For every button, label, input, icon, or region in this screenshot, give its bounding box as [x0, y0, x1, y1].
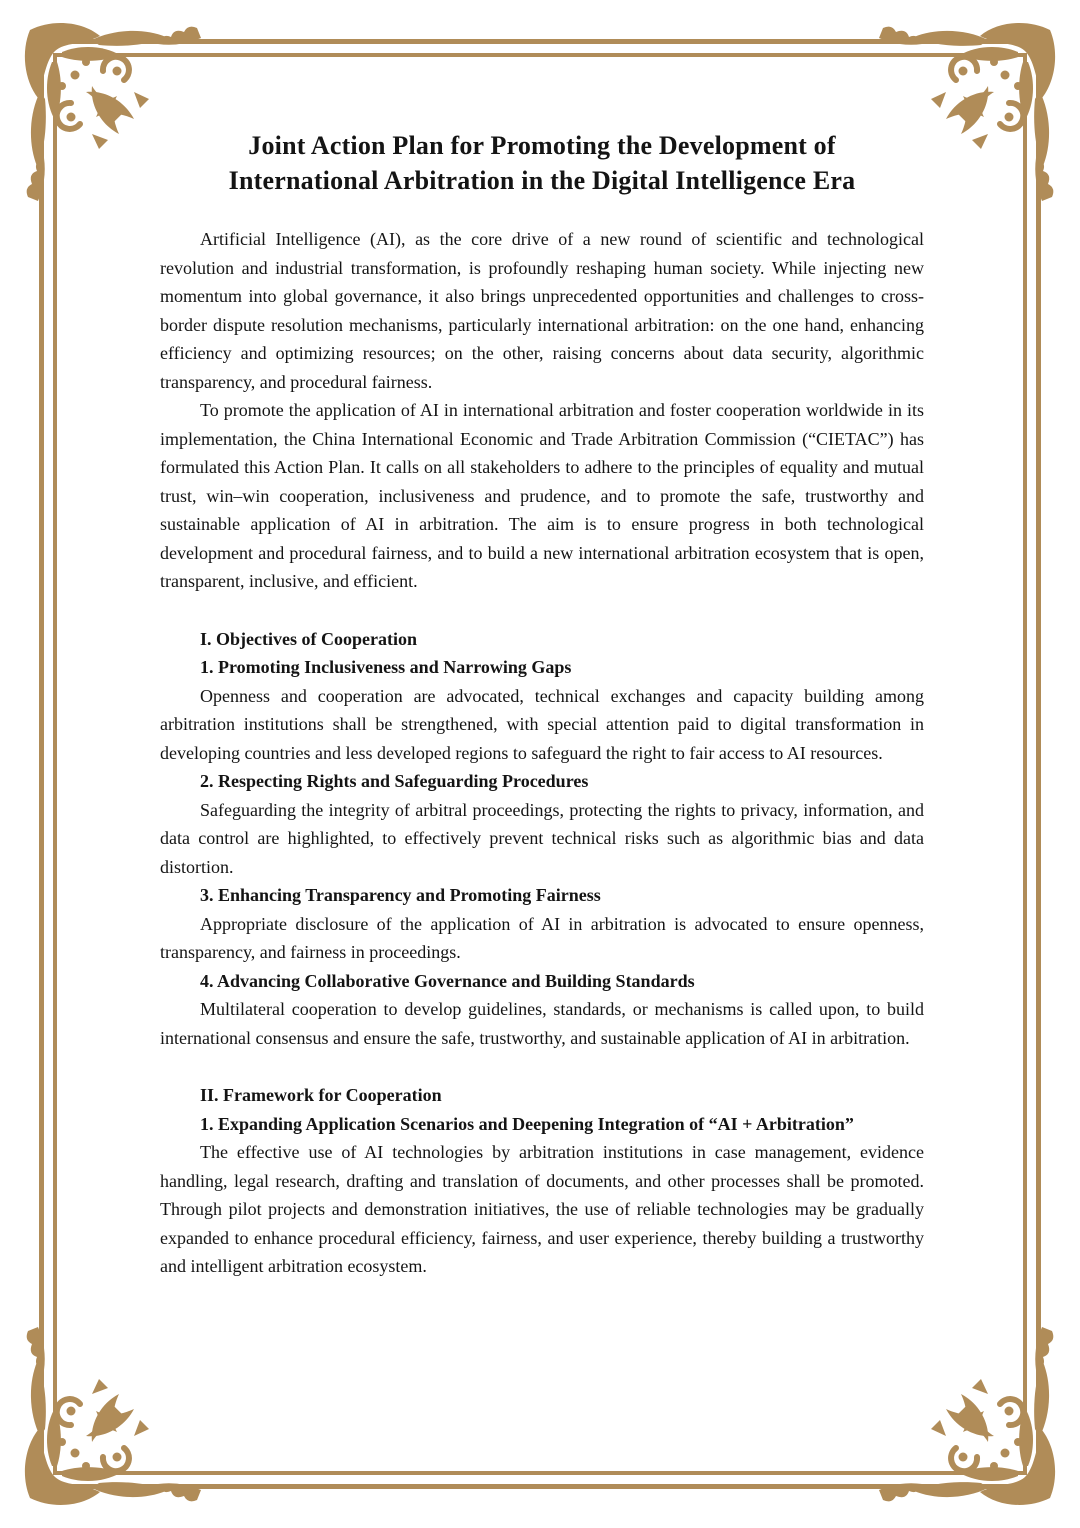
paragraph: Appropriate disclosure of the application of AI in arbitration is advocated to ensure openness, transparency, and fairness in proceedings. — [160, 913, 924, 962]
subsection-heading: 1. Expanding Application Scenarios and Deepening Integration of “AI + Arbitration” — [200, 1113, 854, 1134]
paragraph: Multilateral cooperation to develop guidelines, standards, or mechanisms is called upon, to build international consensus and ensure the safe, trustworthy, and sustainable application of AI in arbitration. — [160, 999, 924, 1048]
subsection-heading: 1. Promoting Inclusiveness and Narrowing Gaps — [200, 657, 572, 677]
corner-flourish-icon — [850, 1288, 1080, 1528]
subsection-heading: 4. Advancing Collaborative Governance and Building Standards — [200, 970, 695, 991]
paragraph: The effective use of AI technologies by arbitration institutions in case management, evidence handling, legal research, drafting and translation of documents, and other processes shall be promoted. Through pilot projects and demonstration initiatives, the use of reliable technologies may be gradually expanded to enhance procedural efficiency, fairness, and user experience, thereby building a trustworthy and intelligent arbitration ecosystem. — [160, 1142, 924, 1276]
paragraph: Artificial Intelligence (AI), as the core drive of a new round of scientific and technological revolution and industrial transformation, is profoundly reshaping human society. While injecting new momentum into global governance, it also brings unprecedented opportunities and challenges to cross-border dispute resolution mechanisms, particularly international arbitration: on the one hand, enhancing efficiency and optimizing resources; on the other, raising concerns about data security, algorithmic transparency, and procedural fairness. — [160, 229, 924, 392]
subsection-heading: 2. Respecting Rights and Safeguarding Procedures — [200, 771, 589, 791]
page-title-line-2: International Arbitration in the Digital Intelligence Era — [228, 166, 856, 195]
paragraph: Openness and cooperation are advocated, technical exchanges and capacity building among arbitration institutions shall be strengthened, with special attention paid to digital transformation in developing countries and less developed regions to safeguard the right to fair access to AI resources. — [160, 685, 924, 763]
section-heading: I. Objectives of Cooperation — [200, 628, 417, 649]
page-title — [160, 128, 924, 198]
subsection-heading: 3. Enhancing Transparency and Promoting Fairness — [200, 885, 601, 905]
paragraph: Safeguarding the integrity of arbitral proceedings, protecting the rights to privacy, information, and data control are highlighted, to effectively prevent technical risks such as algorithmic bias and data distortion. — [160, 799, 924, 877]
document-content — [160, 128, 924, 1281]
paragraph: To promote the application of AI in international arbitration and foster cooperation worldwide in its implementation, the China International Economic and Trade Arbitration Commission (“CIETAC”) has formulated this Action Plan. It calls on all stakeholders to adhere to the principles of equality and mutual trust, win–win cooperation, inclusiveness and prudence, and to promote the safe, trustworthy and sustainable application of AI in arbitration. The aim is to ensure progress in both technological development and procedural fairness, and to build a new international arbitration ecosystem that is open, transparent, inclusive, and efficient. — [160, 400, 924, 591]
section-heading: II. Framework for Cooperation — [200, 1085, 442, 1105]
corner-flourish-icon — [0, 1288, 230, 1528]
page-title-line-1: Joint Action Plan for Promoting the Development of — [248, 131, 836, 160]
